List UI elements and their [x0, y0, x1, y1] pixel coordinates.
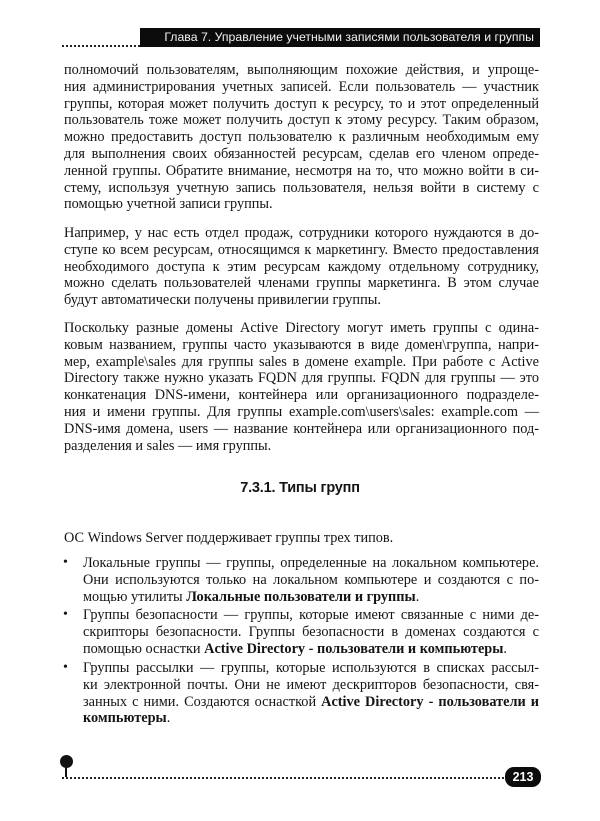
text-run: стему, используя учетную запись пользователя, нельзя войти в систему с: [64, 179, 539, 196]
intro-line: ОС Windows Server поддерживает группы трех типов.: [64, 530, 394, 546]
text-run: для выполнения своих обязанностей ресурсам, сделав его членом опреде-: [64, 145, 539, 162]
text-run: помощью учетной записи группы.: [64, 196, 273, 213]
text-line: [64, 180, 539, 197]
text-run: мощью утилиты: [83, 588, 187, 605]
bullet-1: [63, 555, 539, 605]
text-run: можно предоставить доступ пользователю к различным необходимым ему: [64, 129, 539, 146]
text-line: [64, 225, 539, 242]
text-line: [83, 589, 539, 606]
text-run: Группы безопасности — группы, которые имеют связанные с ними де-: [83, 607, 539, 623]
text-run: полномочий пользователям, выполняющим похожие действия, и упроще-: [64, 62, 539, 78]
bullet-2: [63, 607, 539, 657]
text-run: ленной группы. Обратите внимание, несмотря на то, что можно войти в си-: [64, 162, 539, 179]
bold-term: компьютеры: [83, 710, 167, 727]
text-run: Например, у нас есть отдел продаж, сотрудники которого нуждаются в до-: [64, 225, 539, 241]
running-header: Глава 7. Управление учетными записями пользователя и группы: [140, 28, 540, 47]
text-line: [64, 354, 539, 371]
text-run: конкатенация DNS-имени, контейнера или организационного подразделе-: [64, 387, 539, 404]
text-run: пользователь тоже может получить доступ к этому ресурсу. Таким образом,: [64, 112, 539, 129]
page-number: 213: [505, 767, 541, 787]
bullet-icon: •: [63, 607, 68, 622]
text-run: ступе ко всем ресурсам, относящимся к маркетингу. Вместо предоставления: [64, 241, 539, 258]
text-line: [64, 146, 539, 163]
text-line: [64, 404, 539, 421]
text-line: [64, 196, 539, 213]
text-line: [64, 259, 539, 276]
text-run: скрипторы безопасности. Группы безопасности в доменах создаются с: [83, 623, 539, 640]
bullet-icon: •: [63, 660, 68, 675]
text-run: DNS-имя домена, users — название контейнера или организационного под-: [64, 420, 539, 437]
text-line: [64, 438, 539, 455]
text-run: .: [503, 640, 507, 657]
footer-divider: [62, 777, 508, 779]
text-line: [64, 112, 539, 129]
text-line: [64, 79, 539, 96]
text-line: [83, 555, 539, 572]
text-run: можно сделать пользователей членами группы маркетинга. В этом случае: [64, 275, 539, 292]
paragraph-1: [64, 62, 539, 213]
intro-text: [64, 530, 539, 547]
text-line: [64, 275, 539, 292]
text-run: ния администрирования учетных записей. Если пользователь — участник: [64, 78, 539, 95]
text-line: [83, 694, 539, 711]
text-run: .: [166, 710, 171, 727]
text-line: [64, 370, 539, 387]
text-run: Directory также нужно указать FQDN для группы. FQDN для группы — это: [64, 370, 539, 387]
text-line: [64, 320, 539, 337]
text-run: группы, которая может получить доступ к ресурсу, то и этот определенный: [64, 95, 539, 112]
text-line: [64, 292, 539, 309]
text-line: [64, 129, 539, 146]
text-line: [83, 607, 539, 624]
text-run: необходимого доступа к этим ресурсам каждому отдельному сотруднику,: [64, 258, 539, 275]
text-line: [83, 641, 539, 658]
text-run: Они используются только на локальном компьютере и создаются с по-: [83, 571, 539, 588]
bullet-icon: •: [63, 555, 68, 570]
bold-term: Локальные пользователи и группы: [186, 588, 416, 605]
text-line: [64, 62, 539, 79]
text-run: ки электронной почты. Они не имеют дескрипторов безопасности, свя-: [83, 676, 539, 693]
text-run: занных с ними. Создаются оснасткой: [83, 693, 322, 710]
text-run: мер, example\sales для группы sales в домене example. При работе с Active: [64, 353, 539, 370]
text-run: ния и имени группы. Для группы example.com\users\sales: example.com —: [64, 403, 539, 420]
text-run: Локальные группы — группы, определенные на локальном компьютере.: [83, 555, 539, 571]
text-run: .: [415, 588, 420, 605]
text-line: [64, 96, 539, 113]
paragraph-2: [64, 225, 539, 309]
text-line: [64, 242, 539, 259]
text-line: [83, 660, 539, 677]
section-heading: 7.3.1. Типы групп: [240, 480, 360, 496]
text-run: разделения и sales — имя группы.: [64, 437, 272, 454]
bold-term: Active Directory - пользователи и: [321, 693, 539, 710]
text-line: [83, 677, 539, 694]
text-run: ковым названием, группы часто указываются в виде домен\группа, напри-: [64, 336, 539, 353]
bullet-3: [63, 660, 539, 727]
text-run: Поскольку разные домены Active Directory могут иметь группы с одина-: [64, 320, 539, 336]
footer-dot-stem: [65, 765, 67, 777]
text-line: [64, 387, 539, 404]
paragraph-3: [64, 320, 539, 454]
text-line: [83, 624, 539, 641]
text-line: [83, 572, 539, 589]
text-run: будут автоматически получены привилегии группы.: [64, 292, 381, 309]
text-line: [64, 337, 539, 354]
text-line: [83, 710, 539, 727]
bold-term: Active Directory - пользователи и компьютеры: [204, 640, 504, 657]
text-line: [64, 163, 539, 180]
header-divider: [62, 45, 140, 47]
text-run: помощью оснастки: [83, 640, 205, 657]
text-line: [64, 421, 539, 438]
text-run: Группы рассылки — группы, которые используются в списках рассыл-: [83, 660, 539, 676]
